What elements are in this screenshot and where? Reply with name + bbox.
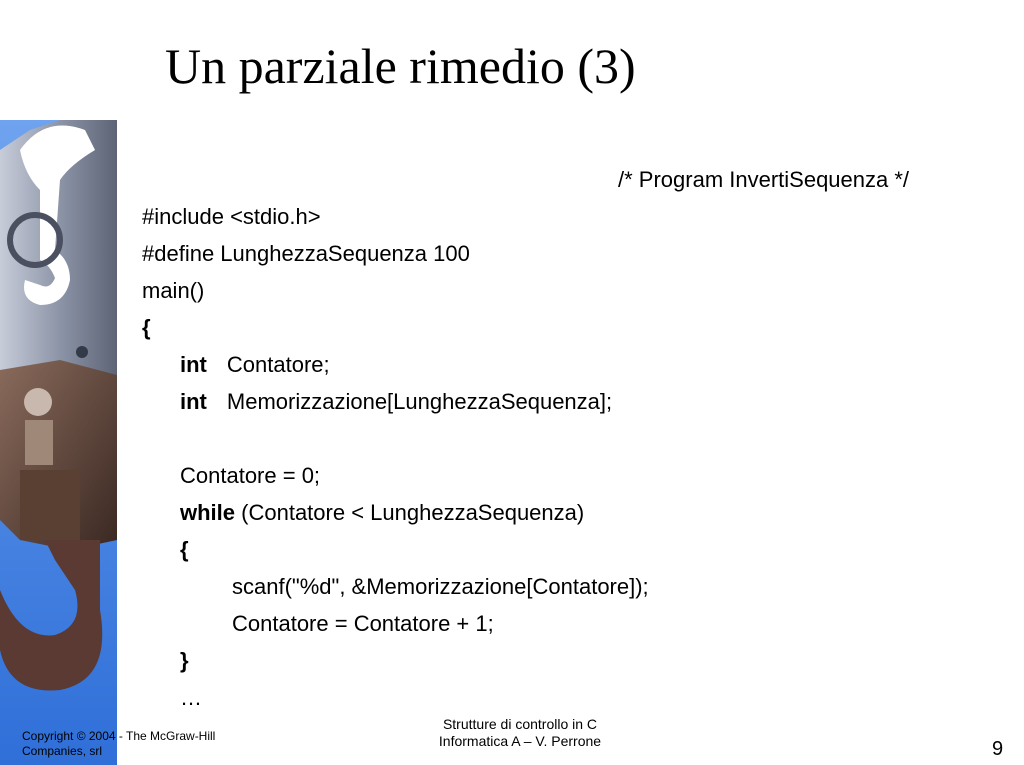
code-scanf: scanf("%d", &Memorizzazione[Contatore]); [232,574,649,599]
code-ellipsis: … [180,685,202,710]
crane-hook-icon [0,120,117,765]
page-number: 9 [992,738,1004,760]
code-include: #include <stdio.h> [142,204,321,229]
slide-title: Un parziale rimedio (3) [165,38,636,94]
code-while-open-brace: { [180,537,189,562]
while-condition: (Contatore < LunghezzaSequenza) [241,500,585,525]
code-while [180,499,584,527]
decl-contatore-text: Contatore; [226,352,330,377]
code-decl-contatore [180,351,330,379]
code-define: #define LunghezzaSequenza 100 [142,241,470,266]
copyright-notice: Copyright © 2004 - The McGraw-Hill Companies, srl [22,729,216,758]
code-init: Contatore = 0; [180,463,321,488]
keyword-int: int [180,352,207,377]
keyword-while: while [180,500,236,525]
program-comment: /* Program InvertiSequenza */ [618,167,910,192]
decl-memorizzazione-text: Memorizzazione[LunghezzaSequenza]; [226,389,613,414]
course-title: Strutture di controllo in C [442,716,598,732]
keyword-int: int [180,389,207,414]
course-info [400,716,640,750]
code-open-brace: { [142,315,151,340]
code-while-close-brace: } [180,648,189,673]
code-increment: Contatore = Contatore + 1; [232,611,494,636]
course-author: Informatica A – V. Perrone [438,733,602,749]
code-main: main() [142,278,205,303]
code-decl-memorizzazione [180,388,612,416]
